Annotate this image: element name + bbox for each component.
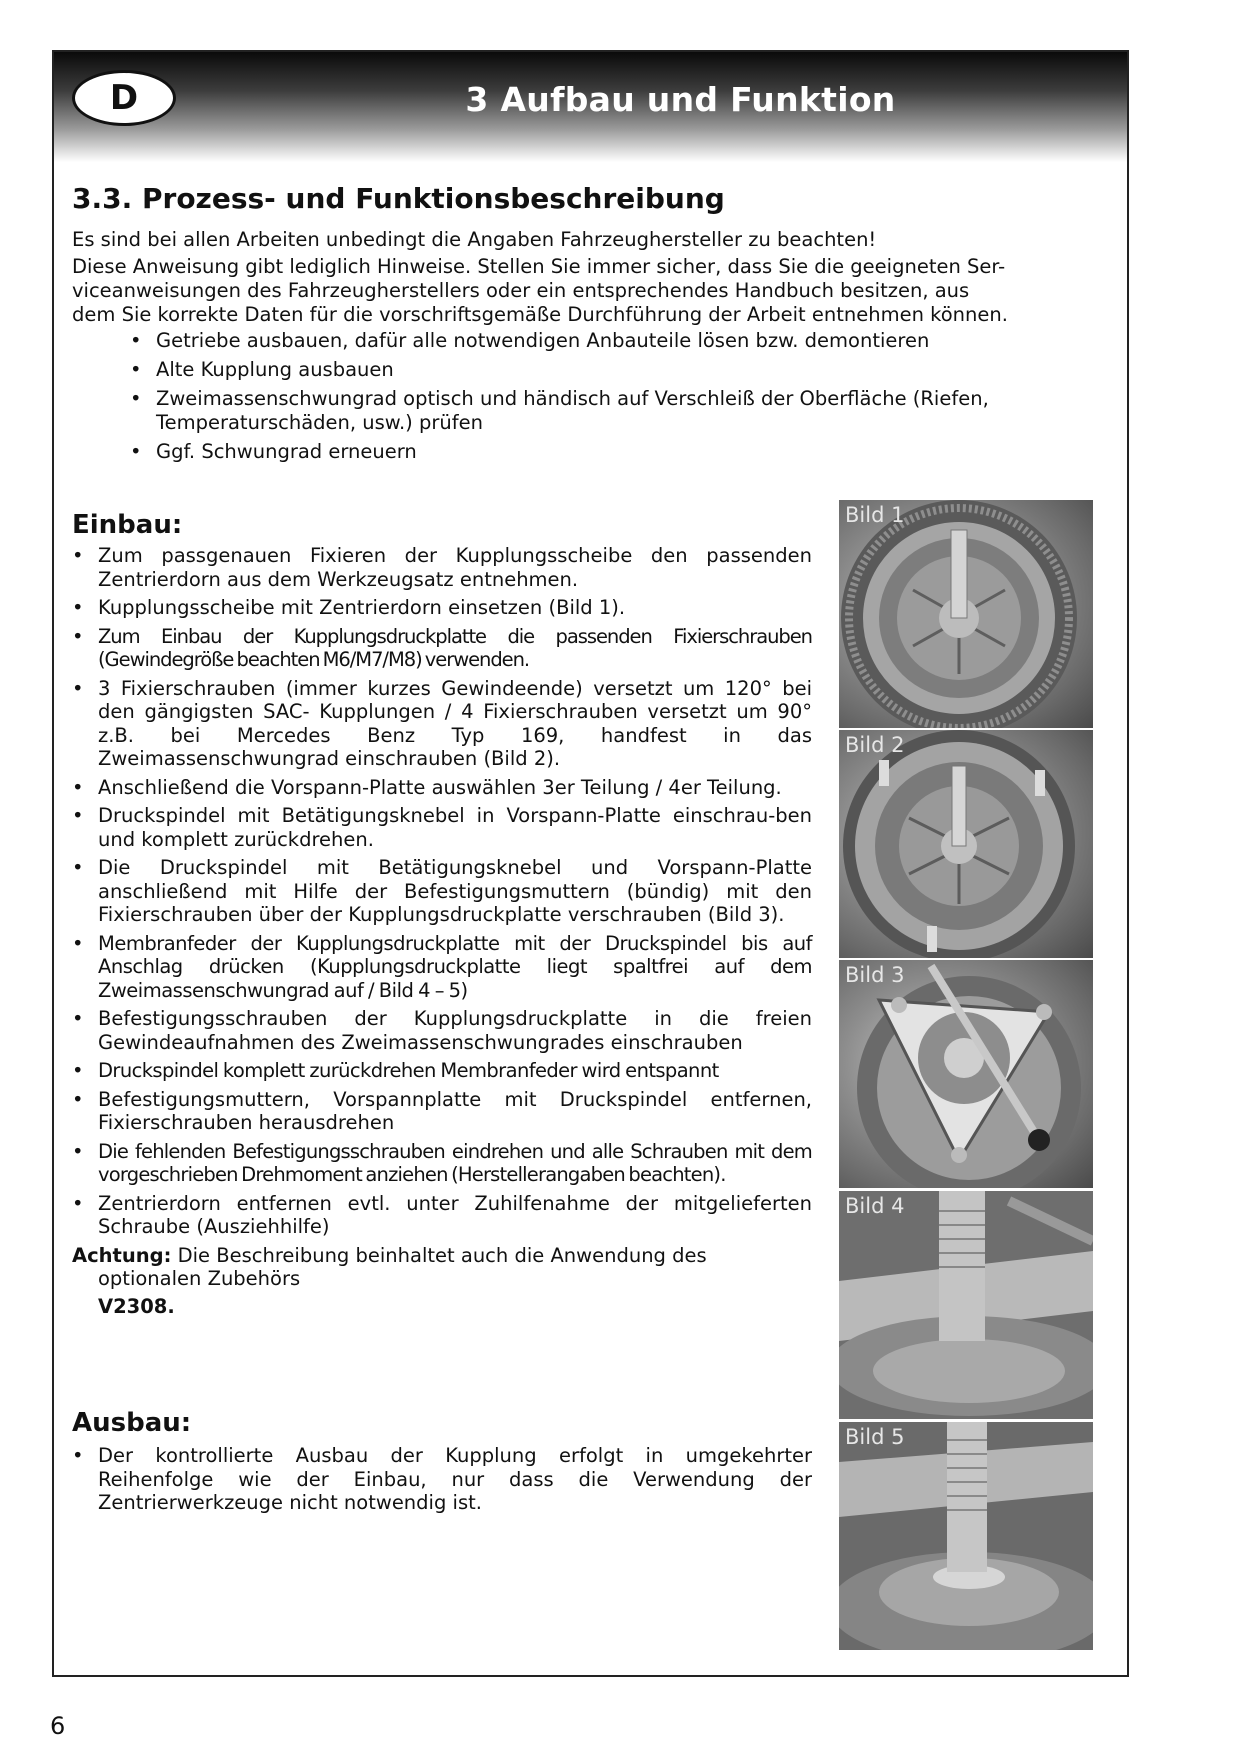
bullet-icon: • <box>130 329 142 352</box>
warning-note <box>72 1244 812 1319</box>
list-item: • Druckspindel mit Betätigungsknebel in Vorspann-Platte einschrau-ben und komplett zurückdrehen. <box>72 804 812 851</box>
bullet-icon: • <box>130 387 142 410</box>
chapter-title: 3 Aufbau und Funktion <box>465 80 896 119</box>
text-line: dem Sie korrekte Daten für die vorschriftsgemäße Durchführung der Arbeit entnehmen können. <box>72 303 1008 326</box>
ausbau-heading: Ausbau: <box>72 1408 192 1438</box>
warning-text-continued: optionalen Zubehörs <box>98 1267 301 1290</box>
section-title: 3.3. Prozess- und Funktionsbeschreibung <box>72 182 725 215</box>
list-item: • Zum Einbau der Kupplungsdruckplatte die passenden Fixierschrauben (Gewindegröße beachten M6/M7/M8) verwenden. <box>72 624 812 671</box>
bullet-icon: • <box>72 544 84 567</box>
chapter-header <box>54 52 1127 162</box>
list-item: • Zweimassenschwungrad optisch und händisch auf Verschleiß der Oberfläche (Riefen, Temperaturschäden, usw.) prüfen <box>130 387 989 434</box>
intro-paragraph-2 <box>72 255 1107 327</box>
accessory-code: V2308. <box>98 1294 175 1318</box>
language-badge: D <box>72 70 176 126</box>
clutch-with-fixing-screws-icon <box>839 730 1093 958</box>
bullet-icon: • <box>72 676 84 700</box>
ausbau-bullet-list <box>72 1444 812 1515</box>
bullet-icon: • <box>130 358 142 381</box>
photo-bild-3 <box>839 960 1093 1188</box>
list-item: • Der kontrollierte Ausbau der Kupplung erfolgt in umgekehrter Reihenfolge wie der Einbau, nur dass die Verwendung der Zentrierwerkzeuge nicht notwendig ist. <box>72 1444 812 1514</box>
bullet-icon: • <box>72 1444 84 1467</box>
ausbau-block <box>72 1444 812 1515</box>
photo-label: Bild 2 <box>845 733 905 757</box>
list-item: • Getriebe ausbauen, dafür alle notwendigen Anbauteile lösen bzw. demontieren <box>130 329 930 352</box>
photo-label: Bild 5 <box>845 1425 905 1449</box>
photo-label: Bild 3 <box>845 963 905 987</box>
einbau-heading: Einbau: <box>72 510 183 540</box>
bullet-icon: • <box>72 804 84 827</box>
photo-label: Bild 4 <box>845 1194 905 1218</box>
list-item: • Befestigungsschrauben der Kupplungsdruckplatte in die freien Gewindeaufnahmen des Zweimassenschwungrades einschrauben <box>72 1007 812 1054</box>
bullet-icon: • <box>130 440 142 463</box>
list-item: • 3 Fixierschrauben (immer kurzes Gewindeende) versetzt um 120° bei den gängigsten SAC- Kupplungen / 4 Fixierschrauben versetzt um 90° z.B. bei Mercedes Benz Typ 169, handfest in das Zweimassenschwungrad einschrauben (Bild 2). <box>72 676 812 770</box>
einbau-block <box>72 544 812 1318</box>
warning-label: Achtung: <box>72 1243 172 1267</box>
pressure-spindle-closeup-icon <box>839 1422 1093 1650</box>
text-line: viceanweisungen des Fahrzeugherstellers oder ein entsprechendes Handbuch besitzen, aus <box>72 279 970 302</box>
bullet-icon: • <box>72 775 84 799</box>
list-item: • Die fehlenden Befestigungsschrauben eindrehen und alle Schrauben mit dem vorgeschrieben Drehmoment anziehen (Herstellerangaben beachten). <box>72 1139 812 1186</box>
page-number: 6 <box>50 1712 66 1740</box>
clutch-with-preload-plate-icon <box>839 960 1093 1188</box>
list-item: • Ggf. Schwungrad erneuern <box>130 440 417 463</box>
list-item: • Alte Kupplung ausbauen <box>130 358 394 381</box>
page-frame <box>52 50 1129 1677</box>
photo-bild-5 <box>839 1422 1093 1650</box>
photo-bild-2 <box>839 730 1093 958</box>
bullet-icon: • <box>72 1191 84 1215</box>
list-item: • Membranfeder der Kupplungsdruckplatte mit der Druckspindel bis auf Anschlag drücken (Kupplungsdruckplatte liegt spaltfrei auf dem Zweimassenschwungrad auf / Bild 4 – 5) <box>72 931 812 1002</box>
list-item: • Kupplungsscheibe mit Zentrierdorn einsetzen (Bild 1). <box>72 596 626 619</box>
photo-label: Bild 1 <box>845 503 905 527</box>
bullet-icon: • <box>72 1007 84 1030</box>
bullet-icon: • <box>72 596 84 619</box>
photo-bild-1 <box>839 500 1093 728</box>
bullet-icon: • <box>72 931 84 955</box>
bullet-icon: • <box>72 1059 83 1082</box>
bullet-icon: • <box>72 1087 84 1111</box>
bullet-icon: • <box>72 856 84 879</box>
bullet-icon: • <box>72 1139 83 1163</box>
list-item: • Anschließend die Vorspann-Platte auswählen 3er Teilung / 4er Teilung. <box>72 775 782 799</box>
list-item: • Die Druckspindel mit Betätigungsknebel und Vorspann-Platte anschließend mit Hilfe der Befestigungsmuttern (bündig) mit den Fixierschrauben über der Kupplungsdruckplatte verschrauben (Bild 3). <box>72 856 812 926</box>
intro-bullet-list <box>72 329 1107 464</box>
list-item: • Druckspindel komplett zurückdrehen Membranfeder wird entspannt <box>72 1059 719 1082</box>
bullet-icon: • <box>72 624 83 648</box>
list-item: • Befestigungsmuttern, Vorspannplatte mit Druckspindel entfernen, Fixierschrauben herausdrehen <box>72 1087 812 1134</box>
intro-paragraph: Es sind bei allen Arbeiten unbedingt die Angaben Fahrzeughersteller zu beachten! <box>72 228 877 251</box>
warning-text: Die Beschreibung beinhaltet auch die Anwendung des <box>177 1243 707 1267</box>
clutch-with-centering-pin-icon <box>839 500 1093 728</box>
text-line: Diese Anweisung gibt lediglich Hinweise. Stellen Sie immer sicher, dass Sie die geeigneten Ser- <box>72 255 1006 278</box>
intro-block <box>72 228 1107 469</box>
list-item: • Zum passgenauen Fixieren der Kupplungsscheibe den passenden Zentrierdorn aus dem Werkzeugsatz entnehmen. <box>72 544 812 591</box>
pressure-spindle-closeup-icon <box>839 1191 1093 1419</box>
photo-bild-4 <box>839 1191 1093 1419</box>
einbau-bullet-list <box>72 544 812 1239</box>
list-item: • Zentrierdorn entfernen evtl. unter Zuhilfenahme der mitgelieferten Schraube (Ausziehhilfe) <box>72 1191 812 1238</box>
